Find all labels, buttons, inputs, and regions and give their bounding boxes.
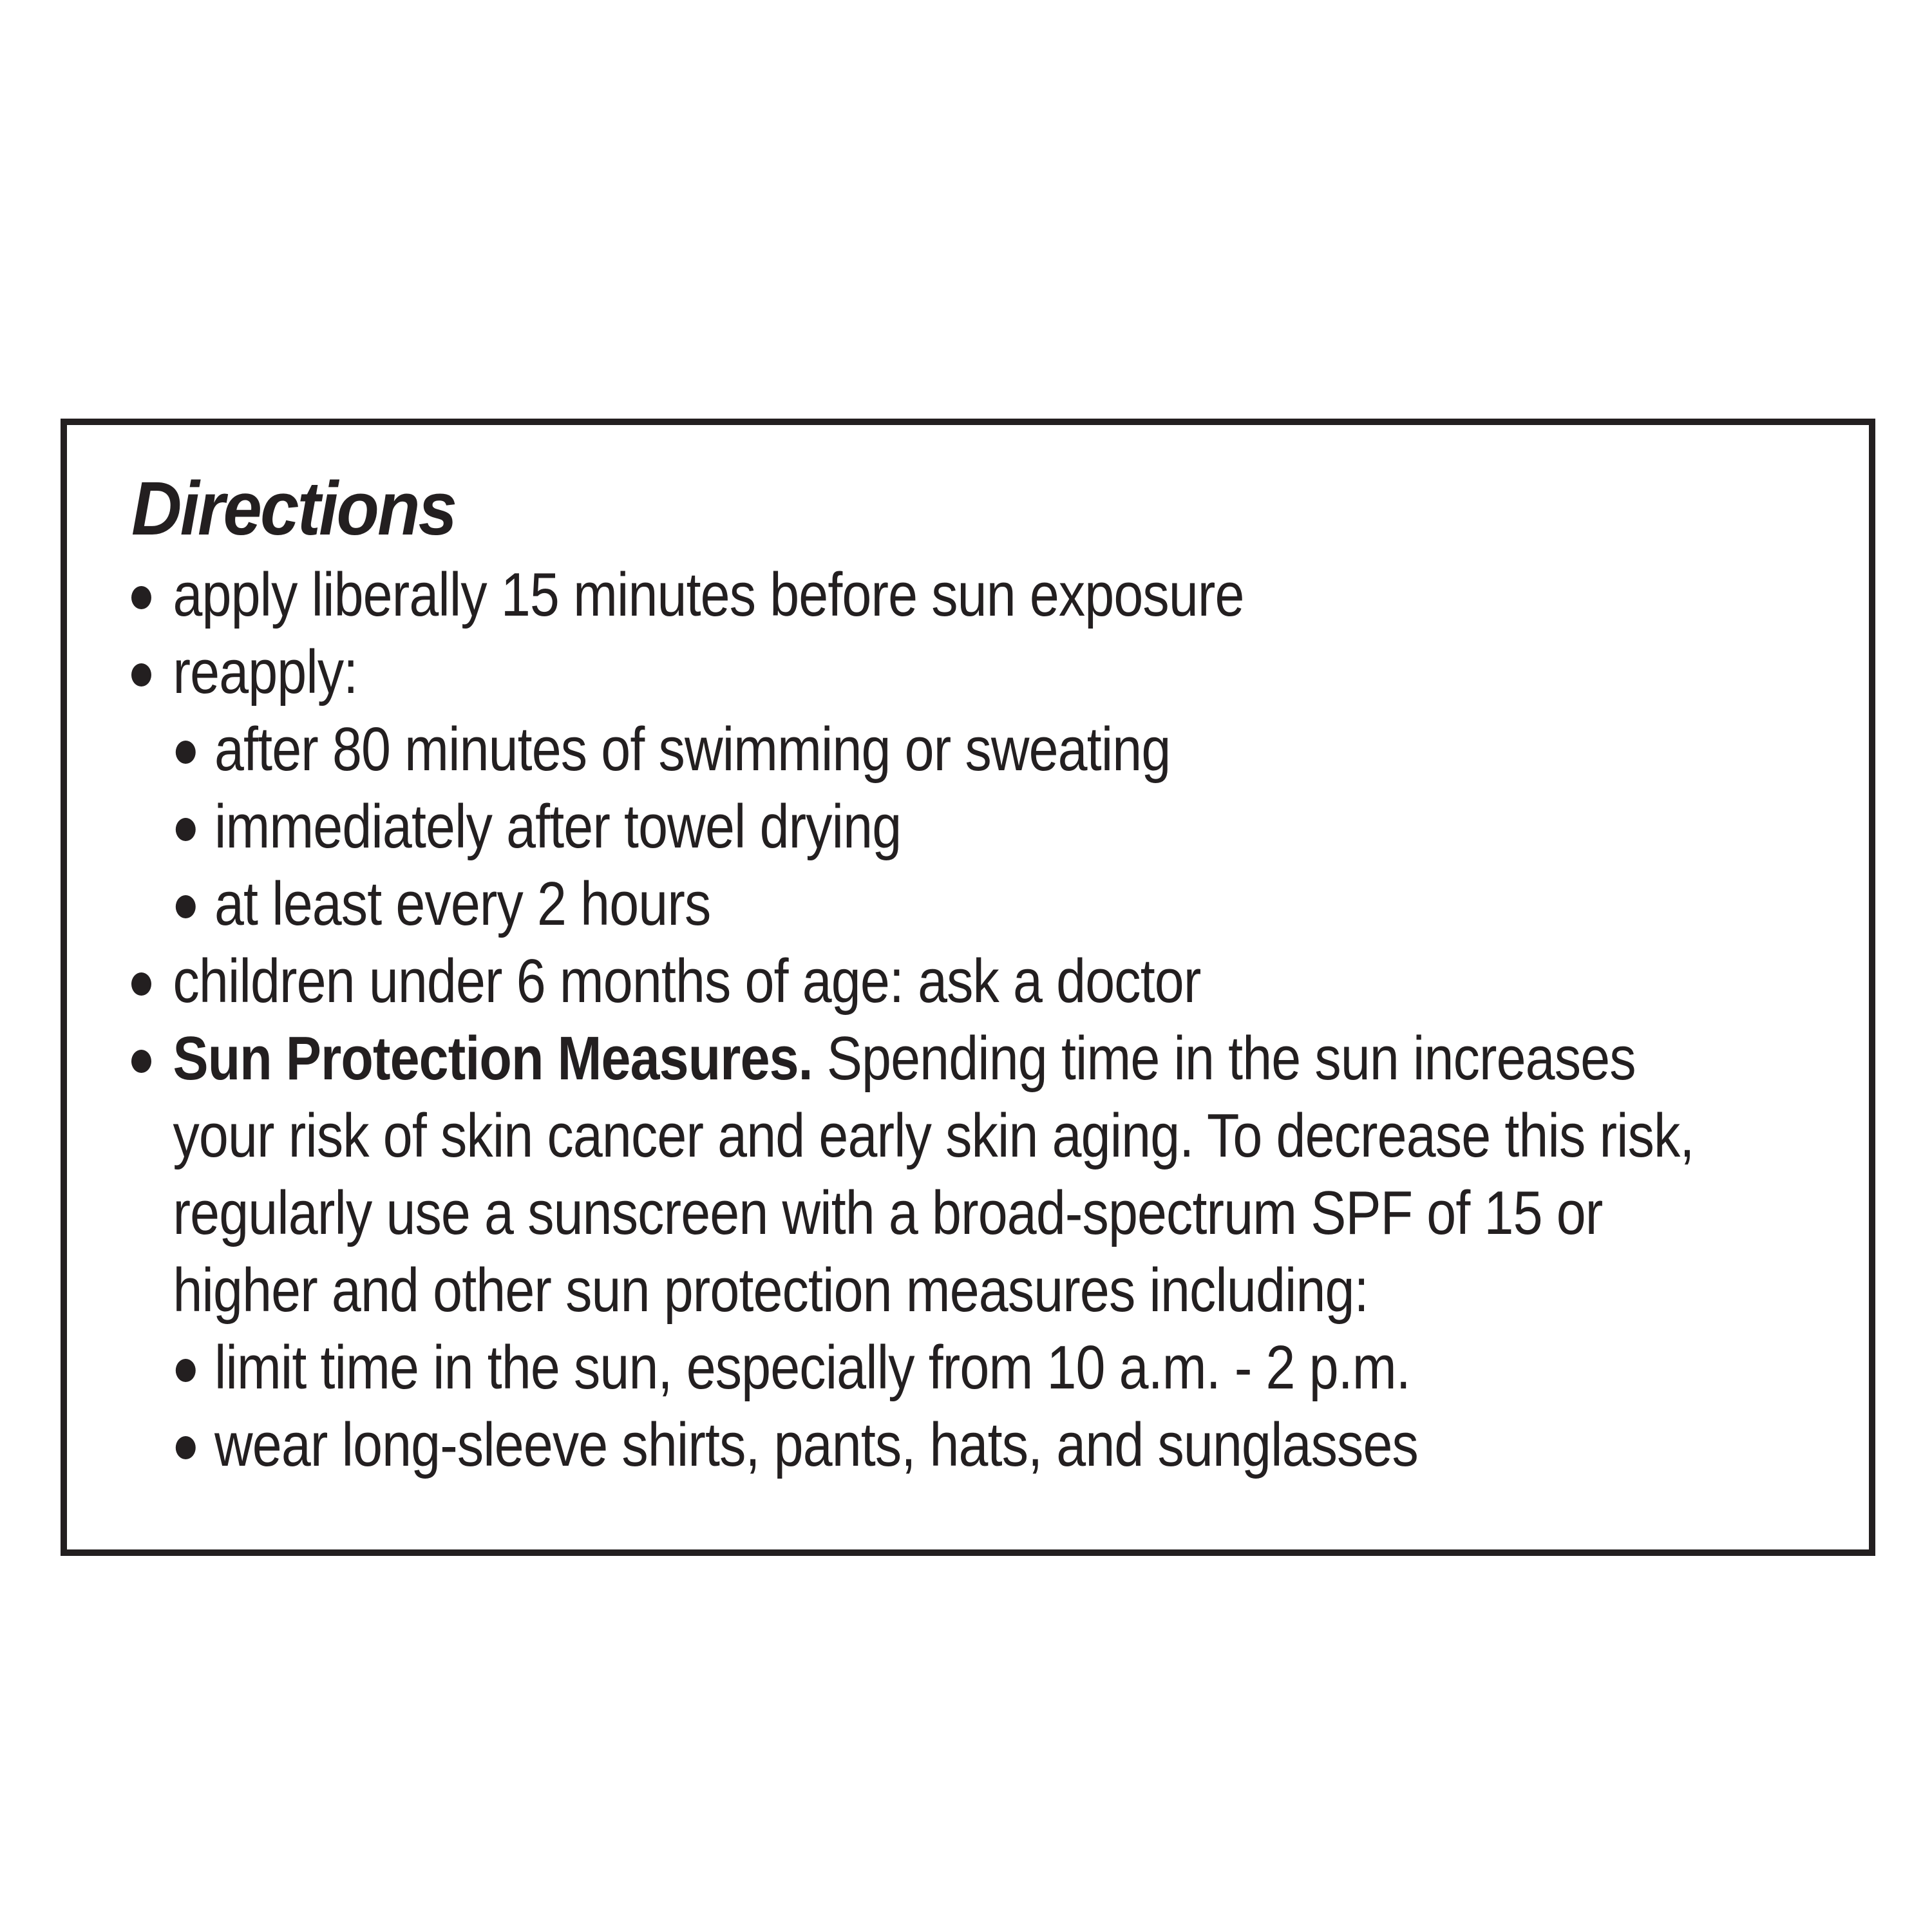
list-item-reapply <box>131 634 1627 711</box>
sun-protection-line-2: your risk of skin cancer and early skin aging. To decrease this risk, <box>173 1101 1694 1170</box>
sub-item-text: limit time in the sun, especially from 10 a.m. - 2 p.m. <box>214 1333 1410 1402</box>
reapply-label: reapply: <box>173 638 358 706</box>
sun-protection-line-4: higher and other sun protection measures including: <box>173 1256 1368 1325</box>
list-item-apply <box>131 556 1627 634</box>
bullet-icon <box>131 586 151 609</box>
bullet-icon <box>176 1359 196 1382</box>
sub-item-text: wear long-sleeve shirts, pants, hats, and sunglasses <box>214 1410 1418 1479</box>
sun-protection-heading: Sun Protection Measures. <box>173 1024 813 1093</box>
bullet-icon <box>131 972 151 996</box>
bullet-icon <box>176 818 196 841</box>
directions-panel <box>61 419 1875 1556</box>
list-item-sun-protection <box>131 1020 1636 1097</box>
bullet-icon <box>176 895 196 918</box>
sub-item-reapply-towel <box>131 788 1627 866</box>
bullet-icon <box>176 1436 196 1459</box>
directions-title: Directions <box>131 466 456 551</box>
bullet-icon <box>131 663 151 687</box>
apply-text: apply liberally 15 minutes before sun exposure <box>173 560 1244 629</box>
sub-item-text: immediately after towel drying <box>214 792 902 861</box>
bullet-icon <box>176 741 196 764</box>
children-text: children under 6 months of age: ask a doctor <box>173 947 1201 1016</box>
sub-item-wear-clothing <box>131 1406 1627 1484</box>
sub-item-reapply-swimming <box>131 711 1627 788</box>
sun-protection-line-1: Spending time in the sun increases <box>826 1024 1636 1093</box>
sub-item-reapply-hours <box>131 866 1627 943</box>
sub-item-limit-time <box>131 1329 1627 1406</box>
bullet-icon <box>131 1050 151 1073</box>
sub-item-text: at least every 2 hours <box>214 869 711 938</box>
directions-content <box>131 466 1870 1484</box>
list-item-children <box>131 943 1627 1020</box>
sun-protection-line-3: regularly use a sunscreen with a broad-spectrum SPF of 15 or <box>173 1179 1603 1247</box>
sub-item-text: after 80 minutes of swimming or sweating <box>214 715 1171 784</box>
